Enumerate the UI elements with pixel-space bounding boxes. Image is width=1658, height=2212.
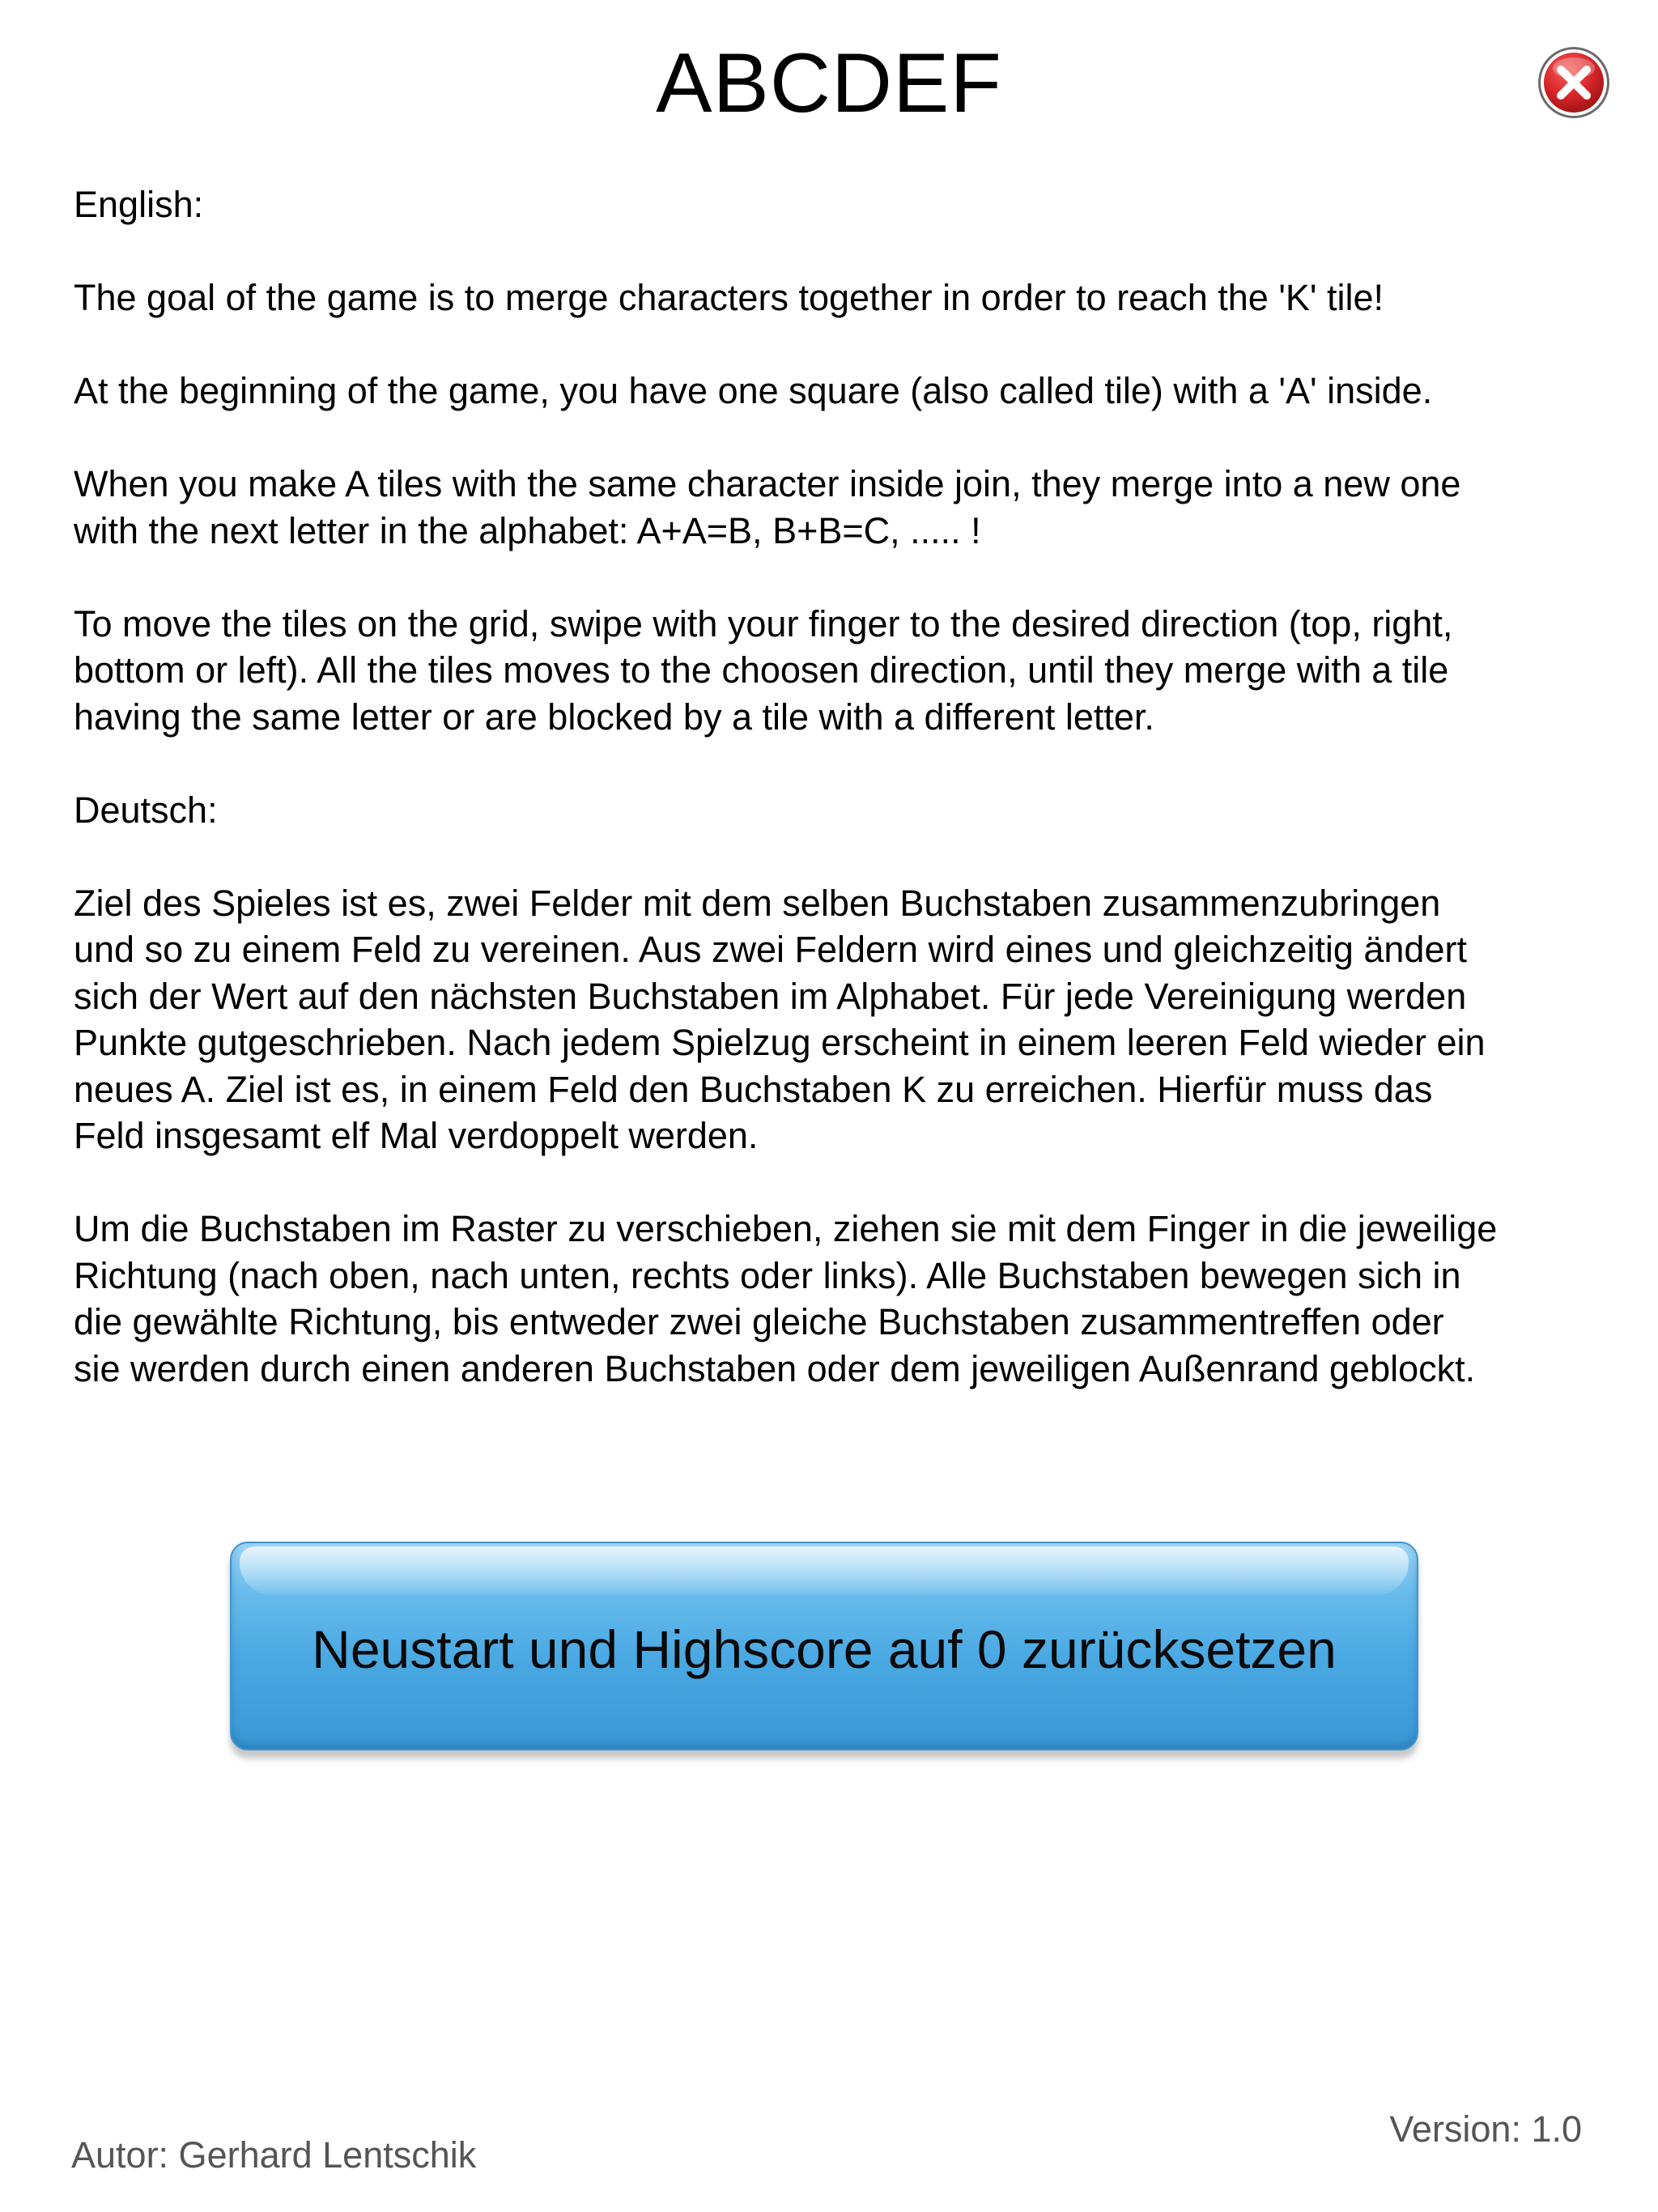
version-label: Version: 1.0 <box>1389 2108 1582 2150</box>
instruction-paragraph: To move the tiles on the grid, swipe with your finger to the desired direction (top, right, bottom or left). All the tiles moves to the choosen direction, until they merge with a tile having the same letter or are blocked by a tile with a different letter. <box>74 602 1453 738</box>
close-button[interactable] <box>1537 45 1611 120</box>
instruction-paragraph: Ziel des Spieles ist es, zwei Felder mit dem selben Buchstaben zusammenzubringen und so zu einem Feld zu vereinen. Aus zwei Feldern wird eines und gleichzeitig ändert sich der Wert auf den nächsten Buchstaben im Alphabet. Für jede Vereinigung werden Punkte gutgeschrieben. Nach jedem Spielzug erscheint in einem leeren Feld wieder ein neues A. Ziel ist es, in einem Feld den Buchstaben K zu erreichen. Hierfür muss das Feld insgesamt elf Mal verdoppelt werden. <box>74 882 1486 1156</box>
instruction-heading-english: English: <box>74 184 204 225</box>
reset-button-label: Neustart und Highscore auf 0 zurücksetzen <box>312 1619 1337 1679</box>
instructions-text <box>74 181 1612 1439</box>
instruction-paragraph: At the beginning of the game, you have one square (also called tile) with a 'A' inside. <box>74 370 1433 411</box>
author-label: Autor: Gerhard Lentschik <box>71 2134 477 2176</box>
instruction-paragraph: Um die Buchstaben im Raster zu verschieben, ziehen sie mit dem Finger in die jeweilige Richtung (nach oben, nach unten, rechts oder links). Alle Buchstaben bewegen sich in die gewählte Richtung, bis entweder zwei gleiche Buchstaben zusammentreffen oder sie werden durch einen anderen Buchstaben oder dem jeweiligen Außenrand geblockt. <box>74 1208 1498 1389</box>
instruction-paragraph: When you make A tiles with the same character inside join, they merge into a new one with the next letter in the alphabet: A+A=B, B+B=C, ..... ! <box>74 463 1461 551</box>
instruction-heading-deutsch: Deutsch: <box>74 789 218 831</box>
close-icon <box>1537 45 1611 120</box>
page-title: ABCDEF <box>656 36 1002 130</box>
reset-highscore-button[interactable] <box>230 1542 1418 1750</box>
instruction-paragraph: The goal of the game is to merge characters together in order to reach the 'K' tile! <box>74 277 1384 318</box>
